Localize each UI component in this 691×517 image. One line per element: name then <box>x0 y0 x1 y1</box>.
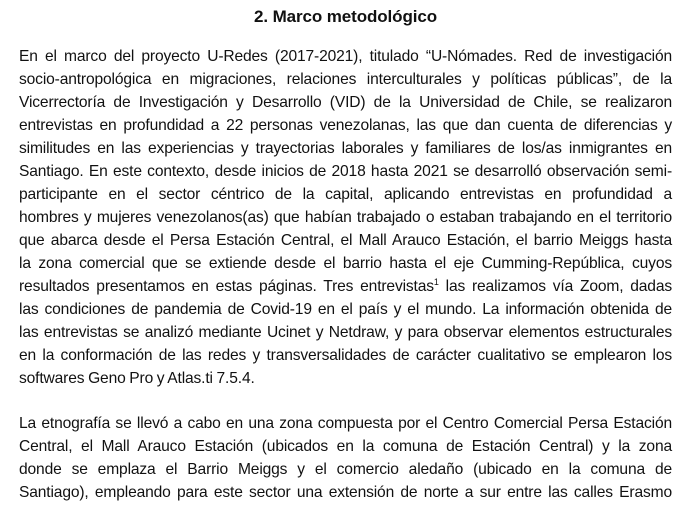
footnote-reference[interactable]: 1 <box>433 276 439 287</box>
text-line: Central, el Mall Arauco Estación (ubicados en la comuna de Estación Central) y la zona <box>19 438 672 455</box>
text-line: softwares Geno Pro y Atlas.ti 7.5.4. <box>19 370 255 387</box>
text-line: similitudes en las experiencias y trayectorias laborales y familiares de los/as inmigrantes en <box>19 140 672 157</box>
text-line: donde se emplaza el Barrio Meiggs y el comercio aledaño (ubicado en la comuna de <box>19 461 672 478</box>
text-line: Santiago. En este contexto, desde inicios de 2018 hasta 2021 se desarrolló observación semi- <box>19 163 672 180</box>
text-line: hombres y mujeres venezolanos(as) que habían trabajado o estaban trabajando en el territorio <box>19 209 672 226</box>
text-line: La etnografía se llevó a cabo en una zona compuesta por el Centro Comercial Persa Estación <box>19 415 672 432</box>
text-line: las entrevistas se analizó mediante Ucinet y Netdraw, y para observar elementos estructurales <box>19 324 672 341</box>
paragraph-methodology <box>19 45 672 390</box>
text-line: socio-antropológica en migraciones, relaciones interculturales y políticas públicas”, de la <box>19 71 672 88</box>
text-line: la zona comercial que se extiende desde el barrio hasta el eje Cumming-República, cuyos <box>19 255 672 272</box>
text-segment: resultados presentamos en estas páginas. Tres entrevistas <box>19 278 434 295</box>
text-segment: las realizamos vía Zoom, dadas <box>438 278 672 295</box>
text-line: entrevistas en profundidad a 22 personas venezolanas, las que dan cuenta de diferencias y <box>19 117 672 134</box>
section-heading: 2. Marco metodológico <box>253 7 438 26</box>
text-line: las condiciones de pandemia de Covid-19 en el país y el mundo. La información obtenida de <box>19 301 672 318</box>
text-line: Santiago), empleando para este sector una extensión de norte a sur entre las calles Erasmo <box>19 484 672 501</box>
text-line: Vicerrectoría de Investigación y Desarrollo (VID) de la Universidad de Chile, se realizaron <box>19 94 672 111</box>
paragraph-ethnography <box>19 412 672 504</box>
text-line: en la conformación de las redes y transversalidades de carácter cualitativo se emplearon los <box>19 347 672 364</box>
text-line: En el marco del proyecto U-Redes (2017-2021), titulado “U-Nómades. Red de investigación <box>19 48 672 65</box>
text-line: que abarca desde el Persa Estación Central, el Mall Arauco Estación, el barrio Meiggs hasta <box>19 232 672 249</box>
text-line-with-footnote <box>19 275 672 298</box>
text-line: participante en el sector céntrico de la capital, aplicando entrevistas en profundidad a <box>19 186 672 203</box>
